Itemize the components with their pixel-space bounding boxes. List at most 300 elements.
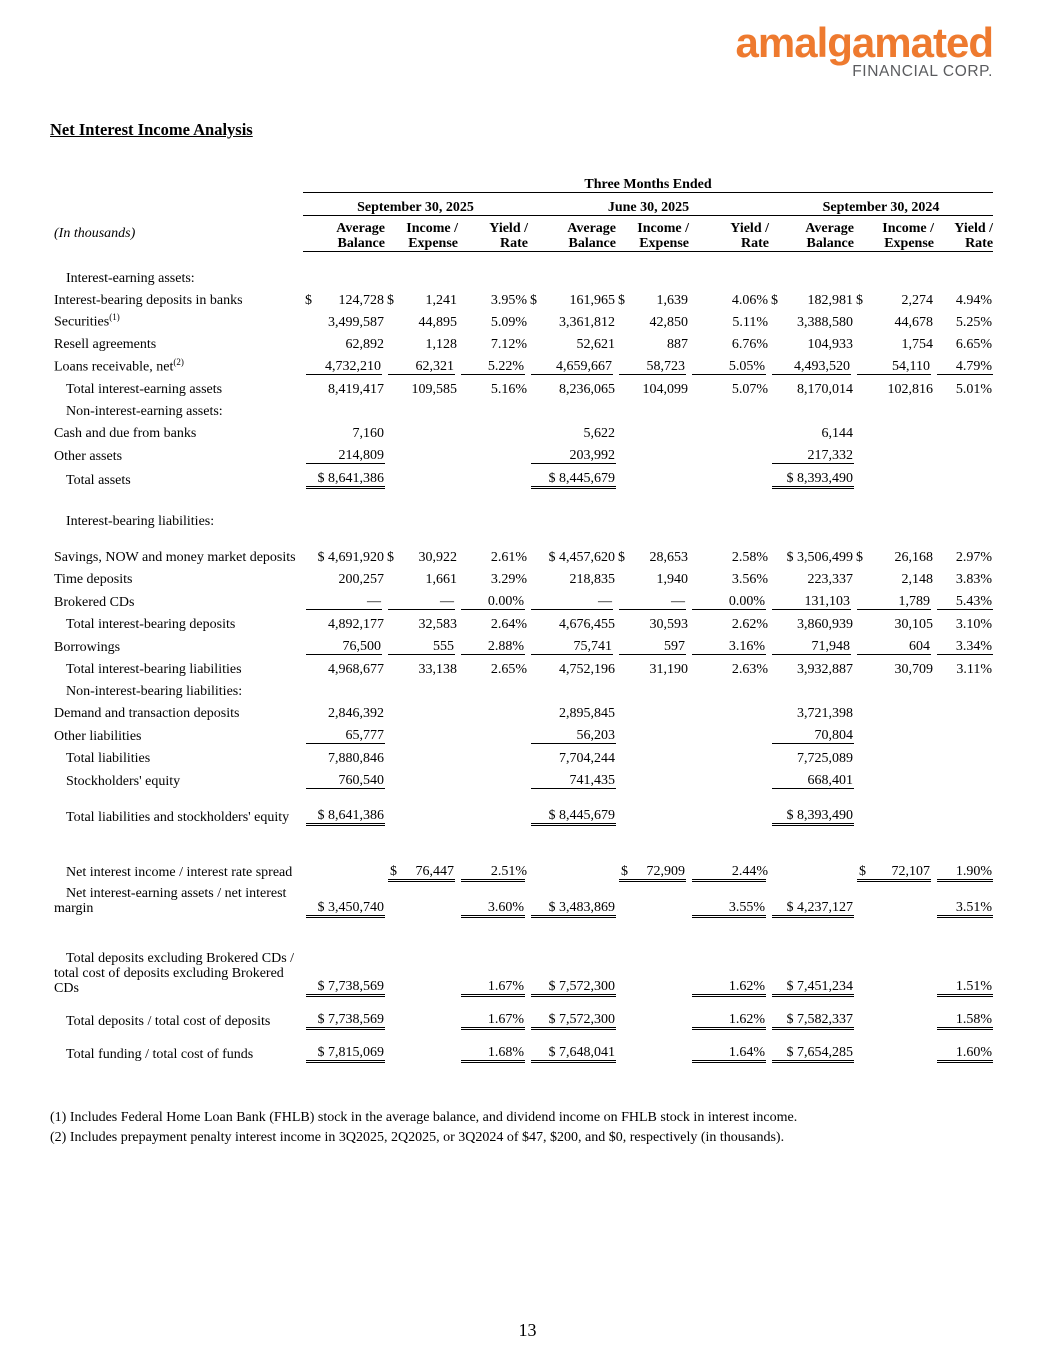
value-cell: [934, 610, 993, 633]
value-text: 2.58%: [731, 550, 768, 565]
value-text: 58,723: [646, 359, 685, 374]
value-text: 5.22%: [487, 359, 524, 374]
table-row: [50, 565, 993, 587]
value-text: 76,447: [415, 863, 454, 879]
value-cell: [528, 352, 616, 375]
value-text: 3,721,398: [797, 706, 853, 721]
column-header-line2: Balance: [337, 236, 385, 251]
value-text: 7,160: [352, 426, 384, 441]
value-cell: [303, 766, 385, 789]
row-label-text: Cash and due from banks: [54, 426, 197, 441]
value-text: 2.62%: [731, 617, 768, 632]
value-text: 3.34%: [955, 639, 993, 654]
value-text: 7,725,089: [797, 751, 853, 766]
value-text: 3.56%: [731, 572, 768, 587]
value-cell: [689, 844, 769, 880]
value-cell: [769, 880, 854, 916]
value-cell: [769, 1005, 854, 1029]
value-cell: [854, 655, 934, 678]
value-cell: [769, 286, 854, 308]
value-text: —: [671, 594, 685, 609]
column-header-line2: Rate: [500, 236, 528, 251]
footnotes: [50, 1108, 797, 1148]
spacer-row: [50, 825, 993, 845]
value-text: 8,170,014: [797, 382, 853, 397]
value-text: 597: [664, 639, 685, 654]
value-text: 109,585: [411, 382, 457, 397]
value-cell: [303, 721, 385, 744]
row-label-text: Other assets: [54, 448, 123, 464]
value-cell: [528, 766, 616, 789]
value-cell: [769, 744, 854, 767]
value-text: 5.11%: [732, 315, 768, 330]
value-cell: [769, 632, 854, 655]
table-row: [50, 610, 993, 633]
value-cell: [303, 352, 385, 375]
section-label: Non-interest-bearing liabilities:: [66, 684, 243, 699]
value-text: 5.43%: [955, 594, 993, 609]
row-label-text: Total deposits / total cost of deposits: [66, 1013, 271, 1029]
value-text: 7,880,846: [328, 751, 384, 766]
spacer-row: [50, 1029, 993, 1039]
column-header-line2: Rate: [741, 236, 769, 251]
value-cell: [385, 308, 458, 330]
value-cell: [689, 610, 769, 633]
column-header-line1: Yield /: [954, 221, 994, 236]
value-cell: [769, 789, 854, 825]
row-label: [50, 610, 303, 633]
row-label: [50, 880, 303, 916]
row-label-text: Loans receivable, net: [54, 359, 174, 375]
value-text: 2.65%: [490, 662, 527, 677]
value-cell: [769, 529, 854, 565]
value-text: $ 7,815,069: [317, 1045, 384, 1060]
value-cell: [689, 352, 769, 375]
value-cell: [769, 352, 854, 375]
value-cell: [934, 565, 993, 587]
value-text: 3.11%: [956, 662, 993, 677]
value-text: 131,103: [804, 594, 850, 609]
value-text: —: [367, 594, 381, 609]
value-cell: [385, 352, 458, 375]
value-cell: [303, 375, 385, 398]
row-label: [50, 655, 303, 678]
table-row: [50, 699, 993, 721]
value-text: 31,190: [649, 662, 688, 677]
net-interest-income-table: [50, 170, 993, 1063]
value-cell: [528, 529, 616, 565]
value-cell: [528, 419, 616, 441]
value-text: 1.62%: [728, 1012, 765, 1027]
value-text: 62,892: [345, 337, 384, 352]
value-text: 56,203: [576, 728, 615, 743]
value-text: $ 7,582,337: [786, 1012, 853, 1027]
value-text: $ 3,483,869: [548, 899, 615, 915]
column-header-line1: Yield /: [489, 221, 528, 236]
value-cell: [934, 308, 993, 330]
value-text: 3,361,812: [559, 315, 615, 330]
value-text: $ 8,393,490: [786, 808, 853, 823]
value-text: 1.58%: [955, 1012, 993, 1027]
value-cell: [689, 587, 769, 610]
column-header: [303, 216, 385, 252]
footnote-ref: (1): [109, 312, 120, 323]
table-row: [50, 375, 993, 398]
section-row: [50, 264, 993, 286]
value-text: 65,777: [345, 728, 384, 743]
value-cell: [689, 330, 769, 352]
value-cell: [385, 565, 458, 587]
value-cell: [458, 632, 528, 655]
value-cell: [458, 529, 528, 565]
value-cell: [303, 286, 385, 308]
value-cell: [303, 632, 385, 655]
value-text: 1.64%: [728, 1045, 765, 1060]
currency-symbol: $: [859, 863, 866, 879]
value-text: 7.12%: [490, 337, 527, 352]
row-label: [50, 330, 303, 352]
value-text: 30,922: [418, 550, 457, 565]
value-cell: [528, 880, 616, 916]
value-cell: [528, 1005, 616, 1029]
value-text: 1,940: [656, 572, 688, 587]
value-text: 217,332: [807, 448, 853, 463]
value-text: 4,493,520: [794, 359, 850, 374]
row-label: [50, 419, 303, 441]
value-text: 104,099: [642, 382, 688, 397]
value-cell: [303, 944, 385, 996]
value-text: 76,500: [342, 639, 381, 654]
value-cell: [528, 464, 616, 488]
value-cell: [385, 610, 458, 633]
value-text: 32,583: [418, 617, 457, 632]
value-cell: [769, 699, 854, 721]
value-cell: [458, 330, 528, 352]
header-three-months-ended: Three Months Ended: [303, 170, 993, 193]
value-cell: [303, 744, 385, 767]
value-text: 1,241: [425, 293, 457, 308]
value-text: 3,932,887: [797, 662, 853, 677]
row-label-text: Total interest-earning assets: [66, 382, 223, 397]
value-cell: [689, 944, 769, 996]
value-cell: [769, 1038, 854, 1062]
value-cell: [528, 308, 616, 330]
company-logo: [735, 19, 993, 80]
value-cell: [458, 565, 528, 587]
value-cell: [458, 587, 528, 610]
value-text: 182,981: [807, 293, 853, 308]
value-text: 0.00%: [728, 594, 765, 609]
value-cell: [689, 880, 769, 916]
value-cell: [385, 632, 458, 655]
value-cell: [458, 655, 528, 678]
value-text: 8,419,417: [328, 382, 384, 397]
value-cell: [303, 565, 385, 587]
header-period-sep-2024: September 30, 2024: [769, 193, 993, 216]
value-cell: [303, 1038, 385, 1062]
section-row: [50, 397, 993, 419]
table-row: [50, 286, 993, 308]
value-cell: [528, 565, 616, 587]
value-cell: [458, 844, 528, 880]
value-text: 7,704,244: [559, 751, 615, 766]
row-label-text: Total liabilities: [66, 751, 151, 766]
value-cell: [934, 330, 993, 352]
value-text: 44,895: [418, 315, 457, 330]
value-text: 203,992: [569, 448, 615, 463]
value-text: 42,850: [649, 315, 688, 330]
value-cell: [689, 286, 769, 308]
row-label: [50, 286, 303, 308]
value-text: 1.67%: [487, 1012, 524, 1027]
value-cell: [528, 721, 616, 744]
column-header-line1: Income /: [882, 221, 934, 236]
value-text: 1,128: [425, 337, 457, 352]
row-label-text: Net interest income / interest rate spread: [66, 865, 293, 880]
value-cell: [303, 655, 385, 678]
value-text: $ 8,641,386: [317, 471, 384, 486]
column-header: [616, 216, 689, 252]
value-text: 5.25%: [955, 315, 993, 330]
table-row: [50, 880, 993, 916]
currency-symbol: $: [387, 293, 394, 308]
value-text: $ 7,738,569: [317, 979, 384, 994]
value-text: $ 7,648,041: [548, 1045, 615, 1060]
value-cell: [689, 1038, 769, 1062]
column-header-line2: Balance: [806, 236, 854, 251]
value-cell: [854, 529, 934, 565]
row-label-text: Total interest-bearing deposits: [66, 617, 236, 632]
table-row: [50, 766, 993, 789]
value-text: $ 3,450,740: [317, 899, 384, 915]
value-text: $ 8,393,490: [786, 471, 853, 486]
value-cell: [616, 529, 689, 565]
value-text: $ 3,506,499: [786, 550, 853, 565]
row-label-text: Time deposits: [54, 572, 133, 587]
value-cell: [303, 419, 385, 441]
table-row: [50, 721, 993, 744]
value-text: 1.90%: [955, 863, 993, 879]
value-text: 2.61%: [490, 550, 527, 565]
table-row: [50, 419, 993, 441]
header-row-super: [50, 170, 993, 193]
value-text: 6.76%: [731, 337, 768, 352]
value-cell: [769, 610, 854, 633]
value-cell: [769, 308, 854, 330]
header-row-periods: [50, 193, 993, 216]
value-text: 2.64%: [490, 617, 527, 632]
value-text: 3.10%: [955, 617, 993, 632]
currency-symbol: $: [387, 550, 394, 565]
value-cell: [689, 308, 769, 330]
column-header: [458, 216, 528, 252]
table-row: [50, 330, 993, 352]
value-text: 71,948: [811, 639, 850, 654]
value-text: 5.09%: [490, 315, 527, 330]
value-text: 62,321: [415, 359, 454, 374]
value-cell: [528, 441, 616, 464]
value-text: 54,110: [892, 359, 930, 374]
value-cell: [689, 632, 769, 655]
table-row: [50, 352, 993, 375]
value-text: 200,257: [338, 572, 384, 587]
value-text: 4.94%: [955, 293, 993, 308]
units-label: (In thousands): [54, 226, 136, 241]
row-label: [50, 844, 303, 880]
value-text: 4,892,177: [328, 617, 384, 632]
value-cell: [616, 632, 689, 655]
value-text: 1.62%: [728, 979, 765, 994]
value-text: 4,968,677: [328, 662, 384, 677]
value-cell: [528, 632, 616, 655]
value-text: 2,148: [901, 572, 933, 587]
value-text: $ 8,445,679: [548, 471, 615, 486]
table-row: [50, 464, 993, 488]
value-text: $ 4,237,127: [786, 899, 853, 915]
value-text: 1,661: [425, 572, 457, 587]
value-text: —: [598, 594, 612, 609]
value-cell: [528, 587, 616, 610]
value-text: 104,933: [807, 337, 853, 352]
value-cell: [934, 286, 993, 308]
currency-symbol: $: [305, 293, 312, 308]
table-row: [50, 587, 993, 610]
row-label: [50, 587, 303, 610]
value-text: $ 8,641,386: [317, 808, 384, 823]
footnote-1: (1) Includes Federal Home Loan Bank (FHLB) stock in the average balance, and dividend income on FHLB stock in interest income.: [50, 1110, 798, 1125]
table-row: [50, 944, 993, 996]
value-text: 555: [433, 639, 454, 654]
value-text: 1.60%: [955, 1045, 993, 1060]
column-header-line1: Average: [336, 221, 385, 236]
value-cell: [616, 844, 689, 880]
value-text: 5,622: [583, 426, 615, 441]
value-text: $ 7,654,285: [786, 1045, 853, 1060]
value-cell: [303, 610, 385, 633]
row-label-text: Brokered CDs: [54, 594, 135, 610]
value-text: 2,846,392: [328, 706, 384, 721]
table-row: [50, 844, 993, 880]
value-text: $ 8,445,679: [548, 808, 615, 823]
value-text: 4.79%: [955, 359, 993, 374]
value-cell: [616, 308, 689, 330]
value-cell: [528, 789, 616, 825]
value-cell: [303, 587, 385, 610]
value-text: 5.16%: [490, 382, 527, 397]
value-text: 33,138: [418, 662, 457, 677]
value-text: 72,909: [646, 863, 685, 879]
value-cell: [769, 587, 854, 610]
value-cell: [616, 286, 689, 308]
column-header-line2: Expense: [884, 236, 934, 251]
currency-symbol: $: [618, 293, 625, 308]
column-header-line1: Yield /: [730, 221, 769, 236]
value-text: 741,435: [569, 773, 615, 788]
value-text: 6,144: [821, 426, 853, 441]
value-cell: [934, 529, 993, 565]
value-cell: [458, 880, 528, 916]
value-cell: [934, 944, 993, 996]
column-header-line1: Average: [567, 221, 616, 236]
value-text: 3.83%: [955, 572, 993, 587]
value-text: 70,804: [814, 728, 853, 743]
row-label-text: Resell agreements: [54, 337, 157, 352]
spacer-row: [50, 488, 993, 508]
value-text: 2.44%: [731, 863, 768, 879]
value-text: 44,678: [894, 315, 933, 330]
row-label: [50, 744, 303, 767]
value-cell: [689, 1005, 769, 1029]
value-text: 214,809: [338, 448, 384, 463]
value-text: 3.16%: [728, 639, 765, 654]
value-cell: [689, 529, 769, 565]
currency-symbol: $: [856, 293, 863, 308]
value-cell: [528, 1038, 616, 1062]
value-text: $ 7,572,300: [548, 979, 615, 994]
value-cell: [769, 330, 854, 352]
value-text: 3,388,580: [797, 315, 853, 330]
value-cell: [854, 565, 934, 587]
row-label-text: Net interest-earning assets / net interest margin: [54, 886, 287, 916]
value-text: 6.65%: [955, 337, 993, 352]
value-cell: [854, 632, 934, 655]
value-text: 2.51%: [490, 863, 527, 879]
value-cell: [528, 610, 616, 633]
column-header-line2: Balance: [568, 236, 616, 251]
value-cell: [769, 375, 854, 398]
value-text: 5.05%: [728, 359, 765, 374]
value-cell: [934, 1005, 993, 1029]
value-cell: [458, 1005, 528, 1029]
value-cell: [385, 655, 458, 678]
value-text: 4.06%: [731, 293, 768, 308]
value-cell: [854, 610, 934, 633]
value-text: 3,499,587: [328, 315, 384, 330]
table-row: [50, 1038, 993, 1062]
column-header: [854, 216, 934, 252]
table-row: [50, 1005, 993, 1029]
table-row: [50, 632, 993, 655]
value-cell: [528, 699, 616, 721]
value-cell: [934, 632, 993, 655]
row-label: [50, 352, 303, 375]
value-cell: [769, 944, 854, 996]
value-text: 3.51%: [955, 899, 993, 915]
value-text: 30,709: [894, 662, 933, 677]
value-text: $ 7,451,234: [786, 979, 853, 994]
row-label: [50, 441, 303, 464]
row-label: [50, 789, 303, 825]
value-cell: [385, 844, 458, 880]
table-row: [50, 441, 993, 464]
value-text: 887: [667, 337, 688, 352]
value-text: 1,789: [898, 594, 930, 609]
value-text: 1.67%: [487, 979, 524, 994]
value-cell: [769, 766, 854, 789]
value-text: 4,676,455: [559, 617, 615, 632]
value-text: 2,274: [901, 293, 933, 308]
table-row: [50, 789, 993, 825]
value-cell: [458, 610, 528, 633]
value-text: 1,754: [901, 337, 933, 352]
currency-symbol: $: [771, 293, 778, 308]
value-cell: [769, 655, 854, 678]
value-cell: [528, 944, 616, 996]
value-text: $ 7,572,300: [548, 1012, 615, 1027]
row-label-text: Total interest-bearing liabilities: [66, 662, 242, 677]
value-text: 4,732,210: [325, 359, 381, 374]
value-text: 1,639: [656, 293, 688, 308]
